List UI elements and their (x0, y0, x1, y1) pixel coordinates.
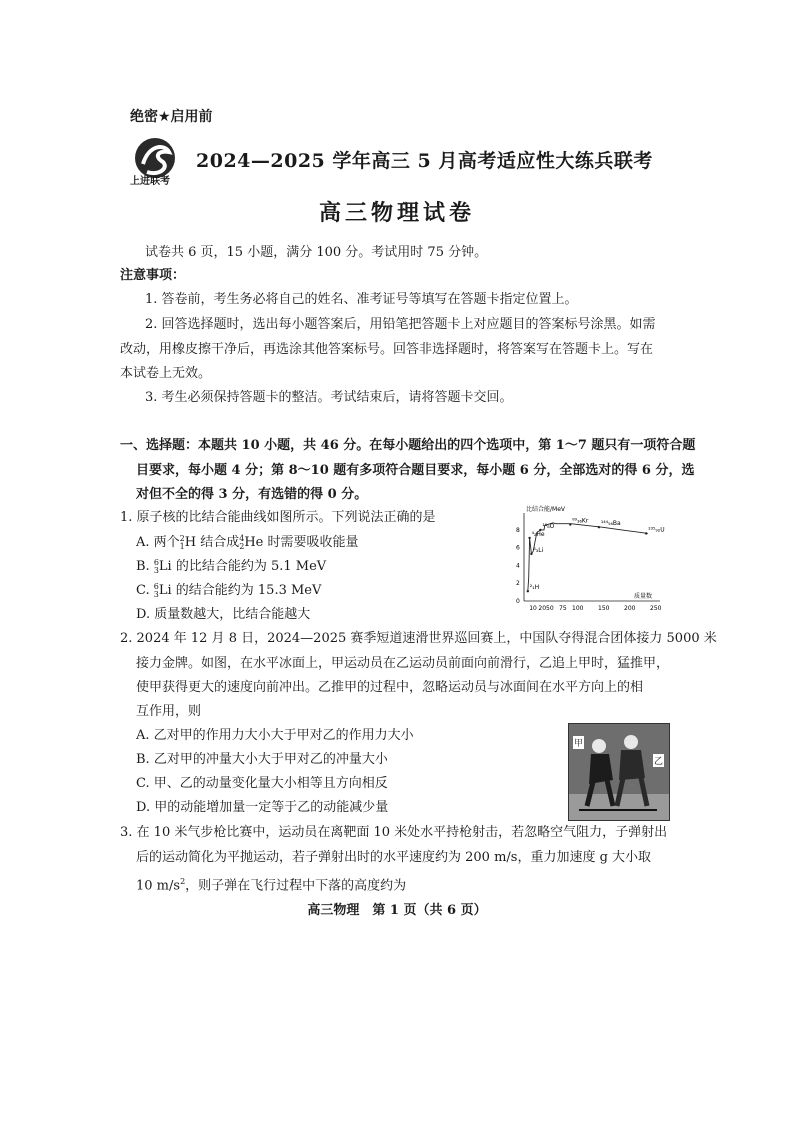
q2-line-1: 2. 2024 年 12 月 8 日，2024—2025 赛季短道速滑世界巡回赛上，中国队夺得混合团体接力 5000 米 (120, 631, 717, 646)
x-axis-label: 质量数 (634, 593, 653, 600)
q2-option-b: B. 乙对甲的冲量大小大于甲对乙的冲量大小 (136, 752, 388, 767)
confidential-label: 绝密★启用前 (130, 109, 213, 125)
y-tick-label: 2 (516, 580, 520, 588)
y-tick-label: 4 (516, 562, 520, 570)
label-jia: 甲 (573, 736, 584, 749)
nuclide-label: ⁸⁹₃₆Kr (572, 517, 589, 525)
y-tick-label: 6 (516, 544, 520, 552)
x-tick-label: 10 (529, 605, 537, 612)
x-tick-label: 50 (546, 605, 554, 612)
nuclide-label: ²³⁵₉₂U (648, 526, 665, 534)
nuclide-label: ¹⁴⁴₅₆Ba (600, 520, 621, 528)
nuclide-label: ⁴₂He (531, 530, 545, 538)
nuclide-label: ²₁H (529, 584, 540, 592)
note-2-line-1: 2. 回答选择题时，选出每小题答案后，用铅笔把答题卡上对应题目的答案标号涂黑。如需 (145, 317, 656, 332)
notes-heading: 注意事项： (120, 268, 186, 283)
q1-stem: 1. 原子核的比结合能曲线如图所示。下列说法正确的是 (120, 510, 436, 525)
q1-option-b: B. 6 3 Li 的比结合能约为 5.1 MeV (136, 557, 327, 575)
nuclide-point (527, 590, 529, 592)
page-footer: 高三物理 第 1 页（共 6 页） (307, 903, 487, 918)
nuclide-point (539, 529, 541, 531)
x-tick-label: 150 (598, 605, 610, 612)
nuclide-point (598, 526, 600, 528)
binding-energy-curve (528, 523, 648, 591)
nuclide-point (569, 523, 571, 525)
nuclide-point (528, 537, 530, 539)
q2-line-4: 互作用，则 (136, 704, 202, 719)
q3-line-3: 10 $m/s^2$，则子弹在飞行过程中下落的高度约为 (136, 877, 407, 894)
section-1-line-1: 一、选择题：本题共 10 小题，共 46 分。在每小题给出的四个选项中，第 1～7 题只有一项符合题 (120, 438, 696, 453)
exam-title: 2024—2025 学年高三 5 月高考适应性大练兵联考 (196, 150, 653, 172)
x-tick-label: 20 (538, 605, 547, 612)
note-2-line-2: 改动，用橡皮擦干净后，再选涂其他答案标号。回答非选择题时，将答案写在答题卡上。写在 (120, 342, 654, 357)
nuclide-point (645, 532, 647, 534)
nuclide-point (530, 553, 532, 555)
exam-info: 试卷共 6 页，15 小题，满分 100 分。考试用时 75 分钟。 (145, 245, 488, 260)
q2-option-d: D. 甲的动能增加量一定等于乙的动能减少量 (136, 800, 389, 815)
q2-option-a: A. 乙对甲的作用力大小大于甲对乙的作用力大小 (136, 728, 414, 743)
section-1-line-3: 对但不全的得 3 分，有选错的得 0 分。 (136, 487, 368, 502)
section-1-line-2: 目要求，每小题 4 分；第 8～10 题有多项符合题目要求，每小题 6 分，全部选对的得 6 分，选 (136, 463, 695, 478)
q2-line-3: 使甲获得更大的速度向前冲出。乙推甲的过程中，忽略运动员与冰面间在水平方向上的相 (136, 680, 644, 695)
q3-line-1: 3. 在 10 米气步枪比赛中，运动员在离靶面 10 米处水平持枪射击，若忽略空气阻力，子弹射出 (120, 825, 668, 840)
q2-line-2: 接力金牌。如图，在水平冰面上，甲运动员在乙运动员前面向前滑行，乙追上甲时，猛推甲， (136, 656, 670, 671)
q1-option-a: A. 两个 2 1 H 结合成 4 2 He 时需要吸收能量 (136, 533, 359, 551)
skating-photo (568, 723, 670, 821)
logo-text: 上进联考 (130, 176, 170, 187)
nuclide-label: ¹⁶₈O (542, 522, 555, 530)
x-tick-label: 200 (624, 605, 636, 612)
nuclide-label: ⁶₃Li (533, 546, 544, 554)
q1-option-c: C. 6 3 Li 的结合能约为 15.3 MeV (136, 581, 322, 599)
q1-option-d: D. 质量数越大，比结合能越大 (136, 607, 311, 622)
y-tick-label: 0 (516, 598, 520, 605)
subject-title: 高三物理试卷 (318, 200, 475, 226)
x-tick-label: 100 (572, 605, 584, 612)
note-2-line-3: 本试卷上无效。 (120, 366, 212, 381)
note-3: 3. 考生必须保持答题卡的整洁。考试结束后，请将答题卡交回。 (145, 390, 513, 405)
x-tick-label: 250 (650, 605, 662, 612)
note-1: 1. 答卷前，考生务必将自己的姓名、准考证号等填写在答题卡指定位置上。 (145, 292, 578, 307)
y-tick-label: 8 (516, 526, 520, 534)
q2-option-c: C. 甲、乙的动量变化量大小相等且方向相反 (136, 776, 388, 791)
x-tick-label: 75 (559, 605, 567, 612)
label-yi: 乙 (653, 754, 664, 767)
q3-line-2: 后的运动简化为平抛运动，若子弹射出时的水平速度约为 200 m/s，重力加速度 g 大小取 (136, 850, 652, 865)
binding-energy-chart (506, 503, 666, 623)
y-axis-label: 比结合能/MeV (526, 506, 565, 513)
